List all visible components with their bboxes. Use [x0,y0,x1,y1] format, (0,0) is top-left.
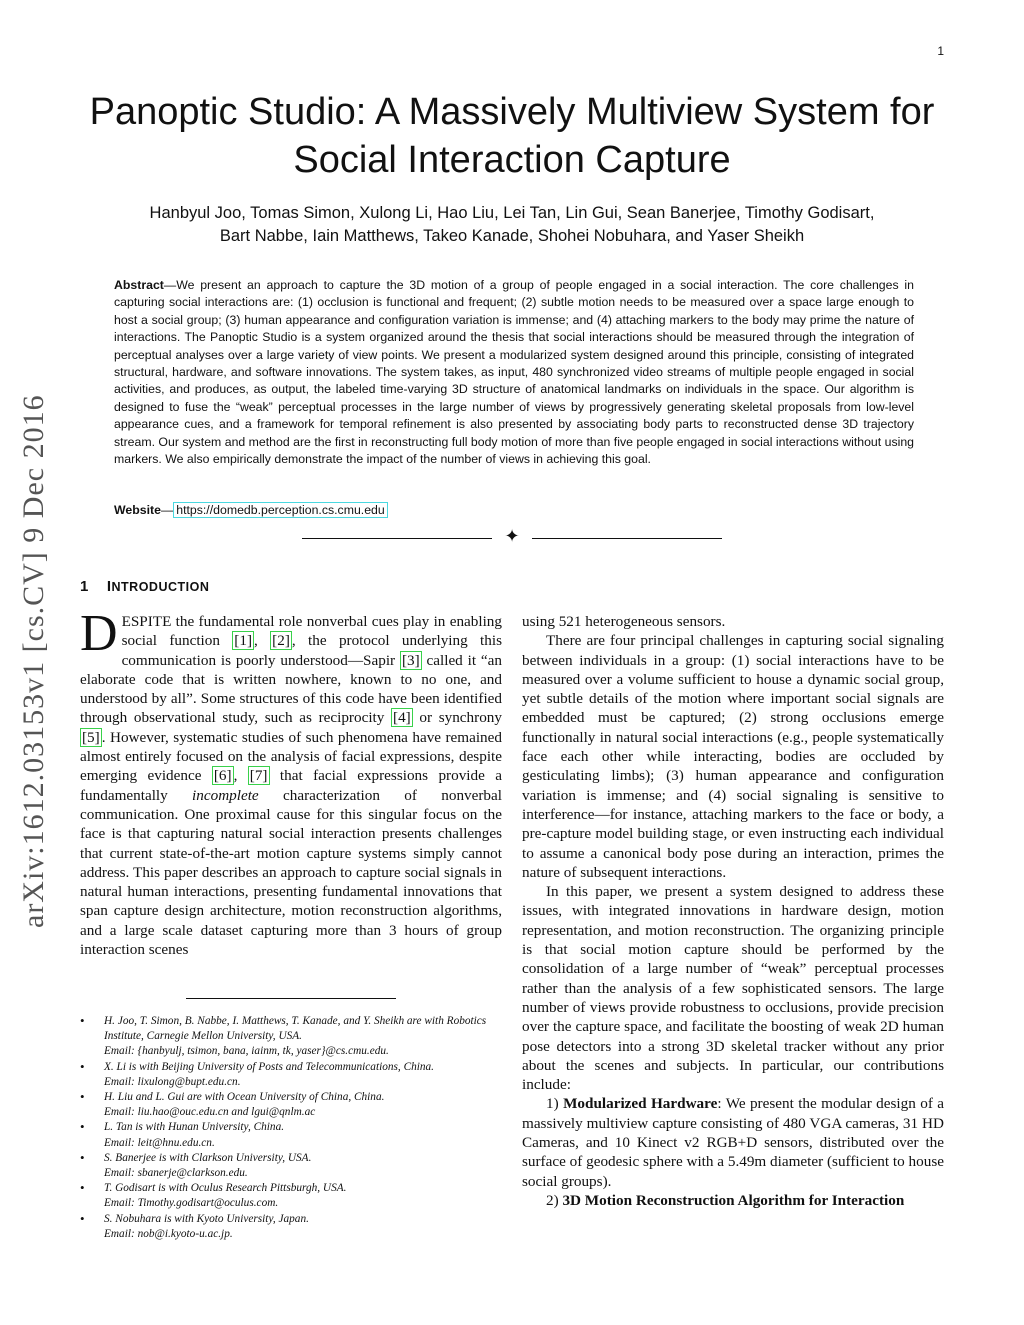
bullet-icon: • [80,1149,85,1165]
contribution-2: 2) 3D Motion Reconstruction Algorithm for Interaction [546,1191,905,1209]
paragraph-challenges: There are four principal challenges in capturing social signaling between individuals in a group: (1) social interactions have to be measured over a volume sufficient to house a dynamic social group, yet subtle details of the motion where important social signals are embedded must be captured; (2) strong occlusions emerge functionally in natural social interactions (e.g., people systematically face each other while interacting, bodies are occluded by gesticulating limbs); (3) human appearance and configuration variation is immense; and (4) social signaling is sensitive to interference—for instance, attaching markers to the face or body, a pre-capture model building stage, or even instructing each individual to assume a canonical body pose during an interaction, primes the nature of subsequent interactions. [522,632,944,881]
bullet-icon: • [80,1119,85,1135]
bullet-icon: • [80,1013,85,1028]
author-line-1: Hanbyul Joo, Tomas Simon, Xulong Li, Hao Liu, Lei Tan, Lin Gui, Sean Banerjee, Timothy Godisart, [149,204,875,222]
section-title-rest: NTRODUCTION [111,580,210,594]
section-separator [302,526,722,546]
section-initial: I [106,578,112,595]
footnote-item: • S. Banerjee is with Clarkson University, USA. Email: sbanerje@clarkson.edu. [80,1149,312,1180]
website-link[interactable]: https://domedb.perception.cs.cmu.edu [173,502,387,518]
paragraph-system: In this paper, we present a system designed to address these issues, with integrated innovations in hardware design, motion representation, and motion reconstruction. The organizing principle is that social motion capture should be performed by the consolidation of a large number of “weak” perceptual processes rather than the analysis of a few sophisticated sensors. The large number of views provide robustness to occlusions, provide precision over the capture space, and facilitate the boosting of weak 2D human pose detectors into a strong 3D skeletal tracker without any prior about the scenes and subjects. In particular, our contributions include: [522,883,944,1094]
citation-link[interactable]: [3] [401,651,420,669]
arxiv-stamp: arXiv:1612.03153v1 [cs.CV] 9 Dec 2016 [17,394,50,928]
bullet-icon: • [80,1180,85,1196]
footnote-item: • L. Tan is with Hunan University, China. Email: leit@hnu.edu.cn. [80,1119,285,1149]
footnotes [80,1014,504,1242]
contribution-1: 1) Modularized Hardware: We present the modular design of a massively multiview capture consisting of 480 VGA cameras, 31 HD Cameras, and 10 Kinect v2 RGB+D sensors, distributed over the surface of geodesic sphere with a 5.49m diameter (sufficient to house social groups). [522,1095,945,1190]
citation-link[interactable]: [5] [82,728,100,746]
footnote-item: • S. Nobuhara is with Kyoto University, Japan. Email: nob@i.kyoto-u.ac.jp. [80,1210,309,1240]
bullet-icon: • [80,1089,85,1105]
website-line [114,503,388,517]
citation-link[interactable]: [7] [249,767,268,785]
abstract [114,277,914,468]
citation-link[interactable]: [4] [393,709,411,727]
citation-link[interactable]: [6] [213,767,232,785]
footnote-item: • H. Liu and L. Gui are with Ocean University of China, China. Email: liu.hao@ouc.edu.cn and lgui@qnlm.ac [80,1089,385,1119]
author-line-2: Bart Nabbe, Iain Matthews, Takeo Kanade, Shohei Nobuhara, and Yaser Sheikh [219,227,805,245]
footnote-item: • X. Li is with Beijing University of Posts and Telecommunications, China. Email: lixulong@bupt.edu.cn. [80,1058,435,1088]
separator-line-right [532,538,722,539]
separator-ornament-icon: ✦ [504,526,520,546]
website-dash: — [160,503,174,517]
citation-link[interactable]: [1] [234,632,253,650]
right-column [522,612,944,1210]
abstract-label: Abstract [114,278,164,292]
section-heading [80,578,209,595]
drop-cap: D [80,605,118,662]
separator-line-left [302,538,492,539]
left-column [80,605,503,959]
page-number: 1 [937,44,944,58]
bullet-icon: • [80,1210,85,1226]
bullet-icon: • [80,1058,85,1074]
footnote-item: • T. Godisart is with Oculus Research Pittsburgh, USA. Email: Timothy.godisart@oculus.com. [80,1180,347,1210]
section-number: 1 [80,578,89,595]
author-list [60,202,964,248]
paragraph-continuation: using 521 heterogeneous sensors. [522,613,726,630]
abstract-text: —We present an approach to capture the 3D motion of a group of people engaged in a social interaction. The core challenges in capturing social interactions are: (1) occlusion is functional and frequent; (2) subtle motion needs to be measured over a space large enough to host a social group; (3) human appearance and configuration variation is immense; and (4) attaching markers to the body may prime the nature of interactions. The Panoptic Studio is a system organized around the thesis that social interactions should be measured through the integration of perceptual analyses over a large variety of view points. We present a modularized system designed around this principle, consisting of integrated structural, hardware, and software innovations. The system takes, as input, 480 synchronized video streams of multiple people engaged in social activities, and produces, as output, the labeled time-varying 3D structure of anatomical landmarks on individuals in the space. Our algorithm is designed to fuse the “weak” perceptual processes in the large number of views by progressively generating skeletal proposals from low-level appearance cues, and a framework for temporal refinement is also presented by associating body parts to reconstructed dense 3D trajectory stream. Our system and method are the first in reconstructing full body motion of more than five people engaged in social interactions without using markers. We also empirically demonstrate the impact of the number of views in achieving this goal. [114,278,914,467]
website-label: Website [114,503,161,517]
footnote-rule [186,998,396,999]
citation-link[interactable]: [2] [272,632,290,650]
footnote-item: • H. Joo, T. Simon, B. Nabbe, I. Matthews, T. Kanade, and Y. Sheikh are with Robotics Institute, Carnegie Mellon University, USA. Email: {hanbyulj, tsimon, bana, iainm, tk, yaser}@cs.cmu.edu. [80,1013,487,1058]
intro-paragraph: DESPITE the fundamental role nonverbal cues play in enabling social function [1] , [2] , the protocol underlying this communication is poorly understood—Sapir [3] called it “an elaborate code that is written nowhere, known to no one, and understood by all”. Some structures of this code have been identified through observational study, such as reciprocity [4] or synchrony [5] . However, systematic studies of such phenomena have remained almost entirely focused on the analysis of facial expressions, despite emerging evidence [6] , [7] that facial expressions provide a fundamentally incomplete characterization of nonverbal communication. One proximal cause for this singular focus on the face is that capturing natural social interaction presents challenges that current state-of-the-art motion capture systems simply cannot address. This paper describes an approach to capture social signals in natural human interactions, presenting fundamental innovations that span capture design architecture, motion reconstruction algorithms, and a large scale dataset capturing more than 3 hours of group interaction scenes [80,605,503,959]
paper-title: Panoptic Studio: A Massively Multiview System for Social Interaction Capture [89,91,935,181]
